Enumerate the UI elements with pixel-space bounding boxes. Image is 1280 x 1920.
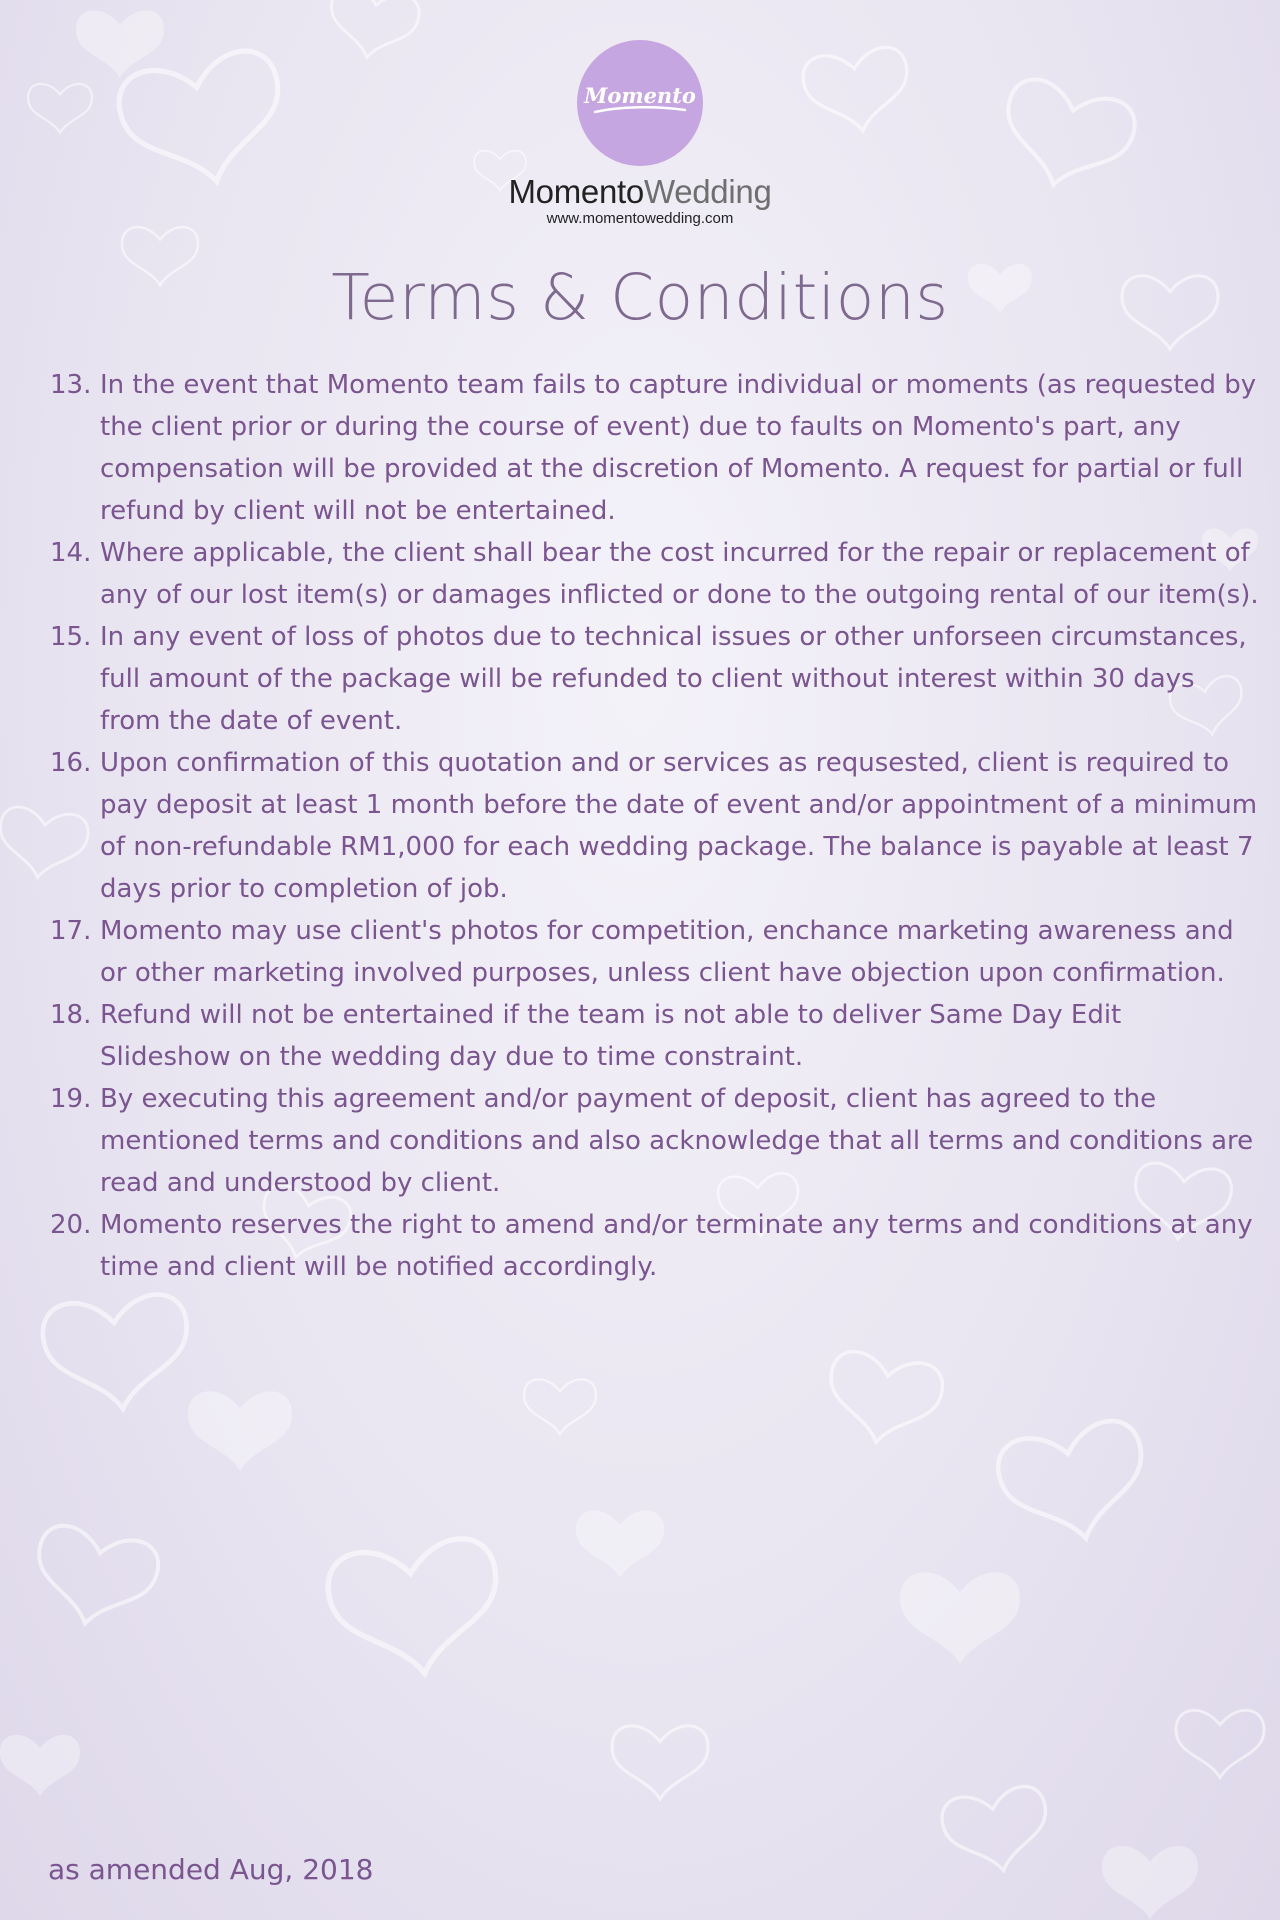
term-number: 16. (50, 748, 92, 778)
brand-name-part1: Momento (508, 173, 644, 210)
term-text: In any event of loss of photos due to technical issues or other unforseen circumstances, full amount of the package will be refunded to client without interest within 30 days from the date of event. (100, 622, 1247, 736)
logo-swoosh-icon (591, 104, 689, 116)
term-item-19 (50, 1078, 1260, 1204)
logo-text: Momento (584, 83, 696, 108)
term-item-16 (50, 742, 1260, 910)
term-item-14 (50, 532, 1260, 616)
website-url: www.momentowedding.com (546, 210, 734, 227)
term-number: 17. (50, 916, 92, 946)
brand-name (0, 174, 1280, 210)
term-text: Momento may use client's photos for competition, enchance marketing awareness and or other marketing involved purposes, unless client have objection upon confirmation. (100, 916, 1234, 988)
brand-name-part2: Wedding (643, 173, 772, 210)
term-item-13 (50, 364, 1260, 532)
term-number: 14. (50, 538, 92, 568)
momento-logo (577, 40, 703, 166)
terms-list (50, 364, 1260, 1288)
amended-date-note: as amended Aug, 2018 (48, 1853, 374, 1886)
term-item-15 (50, 616, 1260, 742)
term-item-17 (50, 910, 1260, 994)
term-number: 15. (50, 622, 92, 652)
term-text: Upon confirmation of this quotation and or services as requsested, client is required to pay deposit at least 1 month before the date of event and/or appointment of a minimum of non-refundable RM1,000 for each wedding package. The balance is payable at least 7 days prior to completion of job. (100, 748, 1258, 904)
term-text: In the event that Momento team fails to capture individual or moments (as requested by the client prior or during the course of event) due to faults on Momento's part, any compensation will be provided at the discretion of Momento. A request for partial or full refund by client will not be entertained. (100, 370, 1257, 526)
term-item-18 (50, 994, 1260, 1078)
page-title: Terms & Conditions (331, 261, 949, 334)
term-text: By executing this agreement and/or payment of deposit, client has agreed to the mentioned terms and conditions and also acknowledge that all terms and conditions are read and understood by client. (100, 1084, 1254, 1198)
term-text: Momento reserves the right to amend and/or terminate any terms and conditions at any time and client will be notified accordingly. (100, 1210, 1253, 1282)
term-number: 20. (50, 1210, 92, 1240)
brand-header (0, 40, 1280, 228)
term-text: Refund will not be entertained if the team is not able to deliver Same Day Edit Slideshow on the wedding day due to time constraint. (100, 1000, 1122, 1072)
term-number: 18. (50, 1000, 92, 1030)
term-number: 13. (50, 370, 92, 400)
term-text: Where applicable, the client shall bear the cost incurred for the repair or replacement of any of our lost item(s) or damages inflicted or done to the outgoing rental of our item(s). (100, 538, 1259, 610)
term-item-20 (50, 1204, 1260, 1288)
term-number: 19. (50, 1084, 92, 1114)
